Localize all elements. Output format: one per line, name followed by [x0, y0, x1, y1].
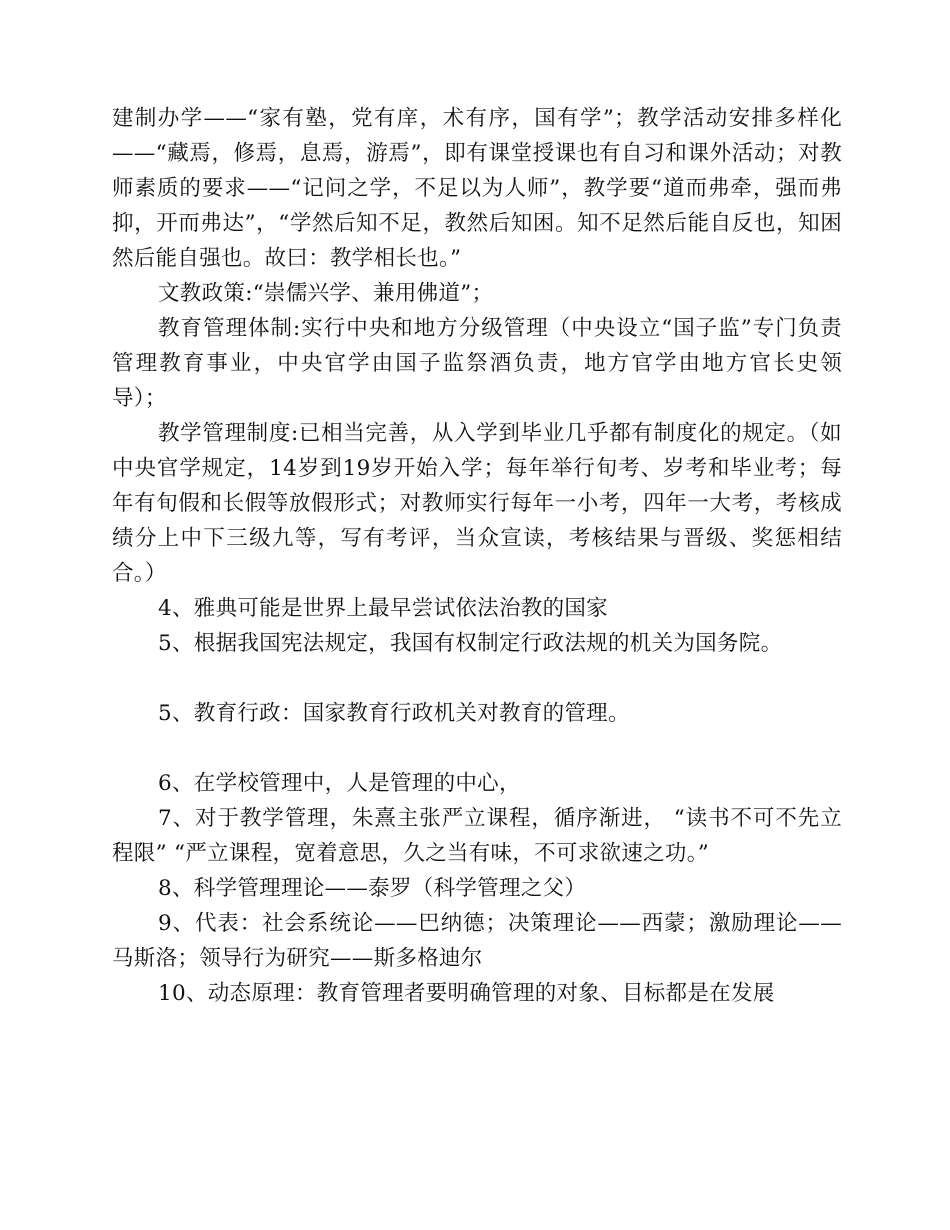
paragraph-cultural-policy: 文教政策:“崇儒兴学、兼用佛道”； — [158, 281, 494, 306]
list-item-5-administration: 5、教育行政：国家教育行政机关对教育的管理。 — [158, 701, 630, 726]
document-body — [112, 101, 842, 1011]
paragraph-management-system: 教育管理体制:实行中央和地方分级管理（中央设立“国子监”专门负责管理教育事业，中央官学由国子监祭酒负责，地方官学由地方官长史领导）； — [112, 316, 842, 411]
paragraph-teaching-management: 教学管理制度:已相当完善，从入学到毕业几乎都有制度化的规定。（如中央官学规定，14岁到19岁开始入学；每年举行旬考、岁考和毕业考；每年有旬假和长假等放假形式；对教师实行每年一小考，四年一大考，考核成绩分上中下三级九等，写有考评，当众宣读，考核结果与晋级、奖惩相结合。） — [112, 421, 842, 586]
list-item-8: 8、科学管理理论——泰罗（科学管理之父） — [158, 876, 587, 901]
list-item-9: 9、代表：社会系统论——巴纳德；决策理论——西蒙；激励理论——马斯洛；领导行为研究——斯多格迪尔 — [112, 911, 842, 971]
list-item-5-constitution: 5、根据我国宪法规定，我国有权制定行政法规的机关为国务院。 — [158, 631, 783, 656]
list-item-10: 10、动态原理：教育管理者要明确管理的对象、目标都是在发展 — [158, 981, 775, 1006]
list-item-4: 4、雅典可能是世界上最早尝试依法治教的国家 — [158, 596, 608, 621]
paragraph-teaching-principles: 建制办学——“家有塾，党有庠，术有序，国有学”；教学活动安排多样化——“藏焉，修焉，息焉，游焉”，即有课堂授课也有自习和课外活动；对教师素质的要求——“记问之学，不足以为人师”，教学要“道而弗牵，强而弗抑，开而弗达”，“学然后知不足，教然后知困。知不足然后能自反也，知困然后能自强也。故曰：教学相长也。” — [112, 106, 842, 271]
list-item-7: 7、对于教学管理，朱熹主张严立课程，循序渐进， “读书不可不先立程限” “严立课程，宽着意思，久之当有味，不可求欲速之功。” — [112, 806, 842, 866]
list-item-6: 6、在学校管理中，人是管理的中心， — [158, 771, 521, 796]
